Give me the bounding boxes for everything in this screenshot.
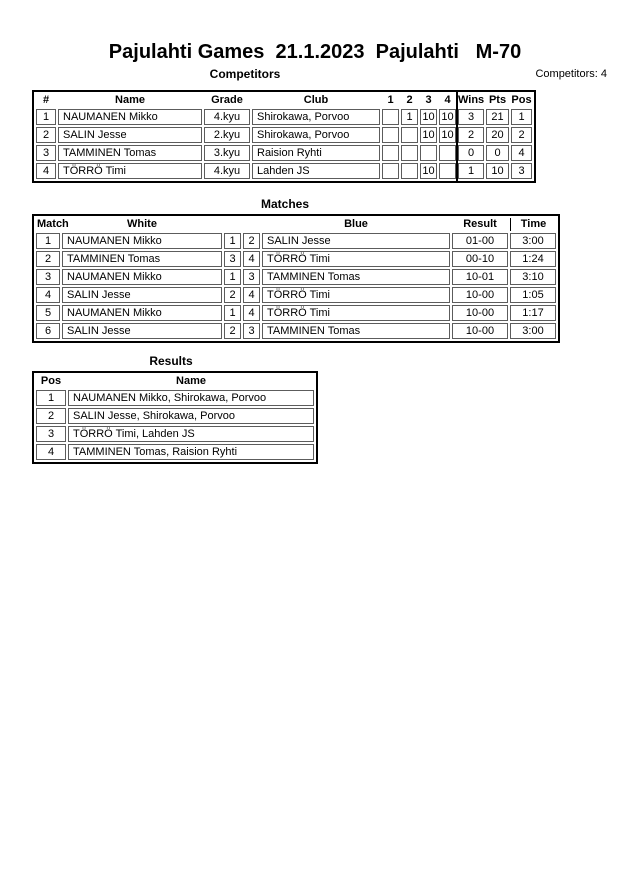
wins-cell: 3 bbox=[458, 109, 484, 125]
result-pos-cell: 3 bbox=[36, 426, 66, 442]
result-row bbox=[35, 389, 315, 407]
result-name-cell: NAUMANEN Mikko, Shirokawa, Porvoo bbox=[68, 390, 314, 406]
score-1-cell bbox=[382, 145, 399, 161]
matches-table bbox=[32, 214, 560, 343]
score-4-cell bbox=[439, 145, 456, 161]
match-num-cell: 3 bbox=[36, 269, 60, 285]
time-cell: 1:24 bbox=[510, 251, 556, 267]
result-pos-cell: 1 bbox=[36, 390, 66, 406]
result-header: Result bbox=[463, 218, 497, 230]
result-cell: 10-01 bbox=[452, 269, 508, 285]
result-pos-cell: 2 bbox=[36, 408, 66, 424]
result-cell: 10-00 bbox=[452, 287, 508, 303]
result-cell: 00-10 bbox=[452, 251, 508, 267]
score-3-header: 3 bbox=[425, 94, 432, 106]
grade-cell: 2.kyu bbox=[204, 127, 250, 143]
table-header-row bbox=[35, 374, 315, 389]
competitors-heading: Competitors bbox=[209, 67, 281, 81]
white-num-cell: 2 bbox=[224, 287, 241, 303]
time-cell: 3:00 bbox=[510, 323, 556, 339]
club-cell: Shirokawa, Porvoo bbox=[252, 127, 380, 143]
pos-header: Pos bbox=[511, 94, 532, 106]
pts-cell: 21 bbox=[486, 109, 509, 125]
blue-num-cell: 4 bbox=[243, 251, 260, 267]
blue-num-cell: 4 bbox=[243, 287, 260, 303]
grade-cell: 4.kyu bbox=[204, 109, 250, 125]
grade-cell: 4.kyu bbox=[204, 163, 250, 179]
time-cell: 1:05 bbox=[510, 287, 556, 303]
match-row bbox=[35, 250, 557, 268]
time-header: Time bbox=[510, 218, 556, 231]
match-row bbox=[35, 268, 557, 286]
score-3-cell: 10 bbox=[420, 127, 437, 143]
score-2-cell: 1 bbox=[401, 109, 418, 125]
white-num-header bbox=[224, 218, 241, 231]
blue-num-cell: 2 bbox=[243, 233, 260, 249]
white-num-cell: 2 bbox=[224, 323, 241, 339]
blue-header: Blue bbox=[344, 218, 368, 230]
score-3-cell: 10 bbox=[420, 163, 437, 179]
result-name-cell: TAMMINEN Tomas, Raision Ryhti bbox=[68, 444, 314, 460]
white-num-cell: 1 bbox=[224, 233, 241, 249]
score-2-cell bbox=[401, 145, 418, 161]
results-heading: Results bbox=[149, 354, 193, 368]
blue-name-cell: TÖRRÖ Timi bbox=[262, 305, 450, 321]
blue-num-cell: 4 bbox=[243, 305, 260, 321]
pts-cell: 20 bbox=[486, 127, 509, 143]
score-4-cell: 10 bbox=[439, 127, 456, 143]
wins-header: Wins bbox=[458, 94, 485, 106]
pos-cell: 3 bbox=[511, 163, 532, 179]
score-2-cell bbox=[401, 127, 418, 143]
result-row bbox=[35, 425, 315, 443]
white-num-cell: 1 bbox=[224, 269, 241, 285]
result-name-cell: TÖRRÖ Timi, Lahden JS bbox=[68, 426, 314, 442]
num-header: # bbox=[42, 94, 50, 106]
competitor-row bbox=[35, 162, 533, 180]
pos-cell: 4 bbox=[511, 145, 532, 161]
result-row bbox=[35, 407, 315, 425]
table-header-row bbox=[35, 93, 533, 108]
club-cell: Shirokawa, Porvoo bbox=[252, 109, 380, 125]
club-cell: Raision Ryhti bbox=[252, 145, 380, 161]
competitor-row bbox=[35, 144, 533, 162]
match-num-cell: 4 bbox=[36, 287, 60, 303]
competitors-table bbox=[32, 90, 536, 183]
white-name-cell: SALIN Jesse bbox=[62, 287, 222, 303]
blue-name-cell: TÖRRÖ Timi bbox=[262, 251, 450, 267]
score-4-cell: 10 bbox=[439, 109, 456, 125]
pts-cell: 0 bbox=[486, 145, 509, 161]
club-header: Club bbox=[303, 94, 329, 106]
score-4-cell bbox=[439, 163, 456, 179]
result-cell: 10-00 bbox=[452, 323, 508, 339]
blue-num-cell: 3 bbox=[243, 269, 260, 285]
score-3-cell: 10 bbox=[420, 109, 437, 125]
white-header: White bbox=[127, 218, 157, 230]
white-name-cell: NAUMANEN Mikko bbox=[62, 269, 222, 285]
pos-cell: 1 bbox=[511, 109, 532, 125]
blue-name-cell: SALIN Jesse bbox=[262, 233, 450, 249]
name-cell: SALIN Jesse bbox=[58, 127, 202, 143]
score-4-header: 4 bbox=[444, 94, 451, 106]
pos-header: Pos bbox=[40, 375, 62, 387]
matches-heading: Matches bbox=[260, 197, 310, 211]
pts-cell: 10 bbox=[486, 163, 509, 179]
score-3-cell bbox=[420, 145, 437, 161]
white-num-cell: 1 bbox=[224, 305, 241, 321]
num-cell: 1 bbox=[36, 109, 56, 125]
result-name-cell: SALIN Jesse, Shirokawa, Porvoo bbox=[68, 408, 314, 424]
competitors-count-label: Competitors: 4 bbox=[535, 68, 607, 80]
pos-cell: 2 bbox=[511, 127, 532, 143]
page-title: Pajulahti Games 21.1.2023 Pajulahti M-70 bbox=[108, 41, 522, 63]
table-header-row bbox=[35, 217, 557, 232]
time-cell: 3:10 bbox=[510, 269, 556, 285]
name-cell: NAUMANEN Mikko bbox=[58, 109, 202, 125]
match-row bbox=[35, 304, 557, 322]
match-num-cell: 1 bbox=[36, 233, 60, 249]
time-cell: 3:00 bbox=[510, 233, 556, 249]
score-1-cell bbox=[382, 127, 399, 143]
match-num-cell: 6 bbox=[36, 323, 60, 339]
num-cell: 4 bbox=[36, 163, 56, 179]
result-pos-cell: 4 bbox=[36, 444, 66, 460]
score-1-cell bbox=[382, 163, 399, 179]
white-name-cell: SALIN Jesse bbox=[62, 323, 222, 339]
score-1-cell bbox=[382, 109, 399, 125]
grade-cell: 3.kyu bbox=[204, 145, 250, 161]
competitor-row bbox=[35, 108, 533, 126]
grade-header: Grade bbox=[211, 94, 243, 106]
blue-num-cell: 3 bbox=[243, 323, 260, 339]
result-row bbox=[35, 443, 315, 461]
blue-name-cell: TAMMINEN Tomas bbox=[262, 269, 450, 285]
match-row bbox=[35, 322, 557, 340]
club-cell: Lahden JS bbox=[252, 163, 380, 179]
match-num-cell: 5 bbox=[36, 305, 60, 321]
white-name-cell: NAUMANEN Mikko bbox=[62, 233, 222, 249]
score-1-header: 1 bbox=[387, 94, 394, 106]
name-header: Name bbox=[115, 94, 145, 106]
wins-cell: 1 bbox=[458, 163, 484, 179]
score-2-header: 2 bbox=[406, 94, 413, 106]
white-num-cell: 3 bbox=[224, 251, 241, 267]
wins-cell: 2 bbox=[458, 127, 484, 143]
blue-name-cell: TAMMINEN Tomas bbox=[262, 323, 450, 339]
name-header: Name bbox=[176, 375, 206, 387]
match-num-cell: 2 bbox=[36, 251, 60, 267]
match-row bbox=[35, 286, 557, 304]
time-cell: 1:17 bbox=[510, 305, 556, 321]
blue-name-cell: TÖRRÖ Timi bbox=[262, 287, 450, 303]
white-name-cell: NAUMANEN Mikko bbox=[62, 305, 222, 321]
wins-cell: 0 bbox=[458, 145, 484, 161]
num-cell: 2 bbox=[36, 127, 56, 143]
match-header: Match bbox=[37, 218, 69, 230]
num-cell: 3 bbox=[36, 145, 56, 161]
match-row bbox=[35, 232, 557, 250]
score-2-cell bbox=[401, 163, 418, 179]
results-table bbox=[32, 371, 318, 464]
name-cell: TAMMINEN Tomas bbox=[58, 145, 202, 161]
white-name-cell: TAMMINEN Tomas bbox=[62, 251, 222, 267]
blue-num-header bbox=[243, 218, 260, 231]
pts-header: Pts bbox=[488, 94, 507, 106]
competitor-row bbox=[35, 126, 533, 144]
wins-separator-line bbox=[456, 92, 458, 181]
name-cell: TÖRRÖ Timi bbox=[58, 163, 202, 179]
result-cell: 01-00 bbox=[452, 233, 508, 249]
result-cell: 10-00 bbox=[452, 305, 508, 321]
